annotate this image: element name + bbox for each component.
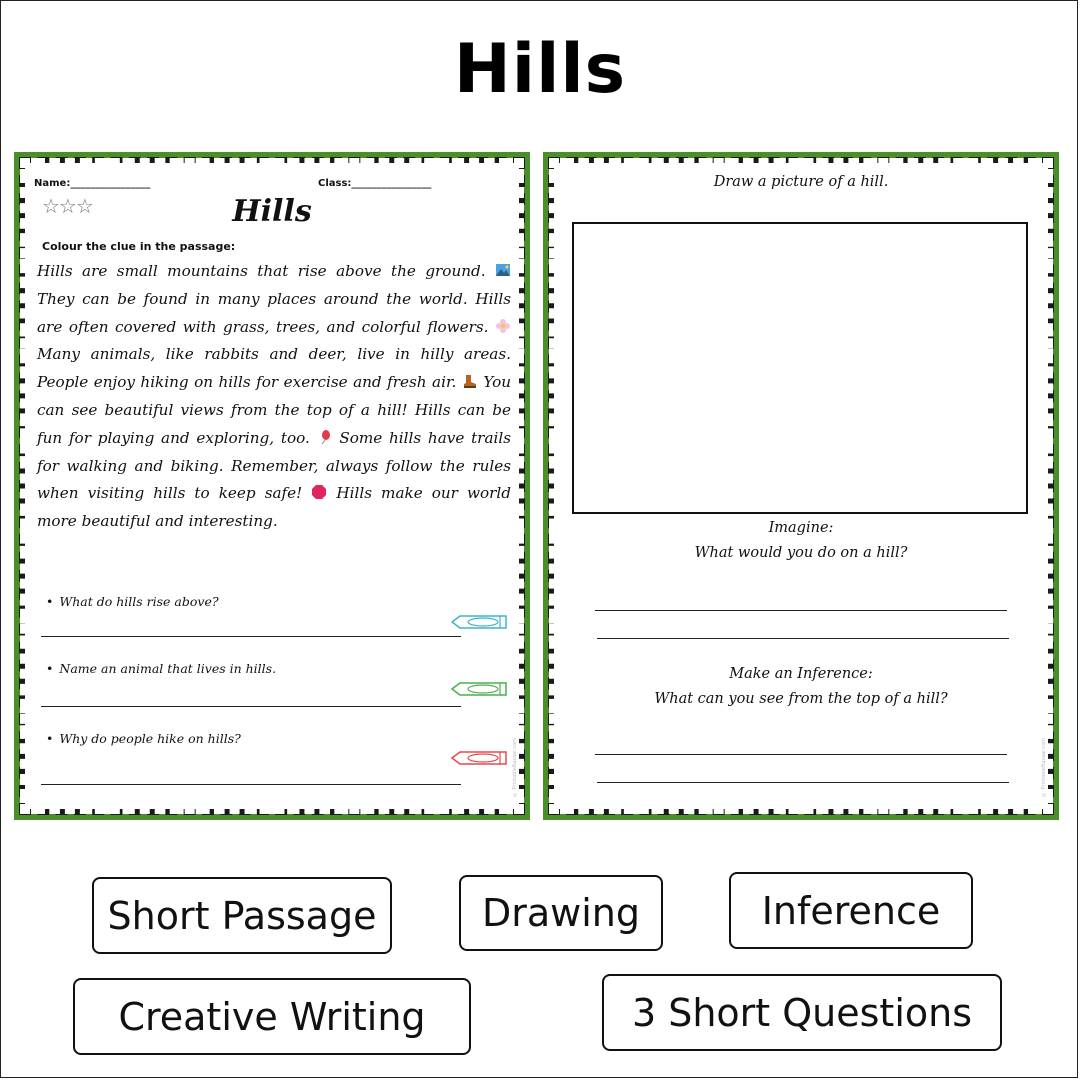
crayon-green-icon	[450, 681, 510, 697]
tag-short-passage: Short Passage	[92, 877, 392, 954]
passage-text-segment: Many animals, like rabbits and deer, live in hilly areas. People enjoy hiking on hills for exercise and fresh air.	[37, 345, 511, 392]
crayon-blue-icon	[450, 614, 510, 630]
crayon-red-icon	[450, 750, 510, 766]
tag-inference: Inference	[729, 872, 973, 949]
tag-3-short-questions: 3 Short Questions	[602, 974, 1002, 1051]
inference-question: What can you see from the top of a hill?	[654, 691, 948, 707]
hiking-boot-icon	[462, 371, 478, 387]
stop-sign-icon	[311, 482, 327, 498]
tag-drawing: Drawing	[459, 875, 663, 951]
question-2-text: Name an animal that lives in hills.	[59, 661, 277, 676]
imagine-label: Imagine:	[768, 520, 834, 536]
question-3: • Why do people hike on hills?	[46, 731, 241, 746]
instruction-text: Colour the clue in the passage:	[42, 240, 236, 253]
inference-answer-line-1[interactable]	[595, 754, 1007, 755]
question-1-text: What do hills rise above?	[59, 594, 219, 609]
inference-answer-line-2[interactable]	[597, 782, 1009, 783]
worksheet-passage-inner	[20, 158, 524, 814]
imagine-answer-line-1[interactable]	[595, 610, 1007, 611]
watermark-text: © PrintableBazaar.com	[1041, 738, 1047, 797]
class-field-label: Class:________________	[318, 178, 432, 189]
passage-text-segment: Hills are small mountains that rise above the ground.	[37, 262, 495, 280]
imagine-answer-line-2[interactable]	[597, 638, 1009, 639]
rating-stars: ☆☆☆	[42, 194, 93, 218]
worksheet-passage-page	[14, 152, 530, 820]
imagine-question: What would you do on a hill?	[694, 545, 908, 561]
inference-label: Make an Inference:	[729, 666, 873, 682]
name-field-label: Name:________________	[34, 178, 151, 189]
page-title: Hills	[453, 30, 627, 109]
draw-prompt: Draw a picture of a hill.	[713, 174, 889, 190]
passage-text-segment: They can be found in many places around the world. Hills are often covered with grass, trees, and colorful flowers.	[37, 289, 511, 336]
flower-icon	[495, 316, 511, 332]
mountain-photo-icon	[495, 260, 511, 276]
question-3-text: Why do people hike on hills?	[59, 731, 241, 746]
balloon-icon	[317, 427, 333, 443]
drawing-box[interactable]	[572, 222, 1028, 514]
tag-creative-writing: Creative Writing	[73, 978, 471, 1055]
answer-line-3[interactable]	[41, 784, 461, 785]
passage-text-segment: You can see beautiful views from the top of a hill! Hills can be fun for playing and exploring, too.	[37, 373, 511, 447]
answer-line-2[interactable]	[41, 706, 461, 707]
answer-line-1[interactable]	[41, 636, 461, 637]
worksheet-drawing-page	[543, 152, 1059, 820]
question-1: • What do hills rise above?	[46, 594, 219, 609]
worksheet-title: Hills	[232, 194, 312, 229]
question-2: • Name an animal that lives in hills.	[46, 661, 277, 676]
worksheet-drawing-inner	[549, 158, 1053, 814]
passage-text-segment: Some hills have trails for walking and biking. Remember, always follow the rules when visiting hills to keep safe!	[37, 428, 512, 503]
watermark-text: © PrintableBazaar.com	[512, 738, 518, 797]
passage-text-segment: Hills make our world more beautiful and interesting.	[37, 484, 511, 531]
reading-passage	[37, 258, 511, 536]
